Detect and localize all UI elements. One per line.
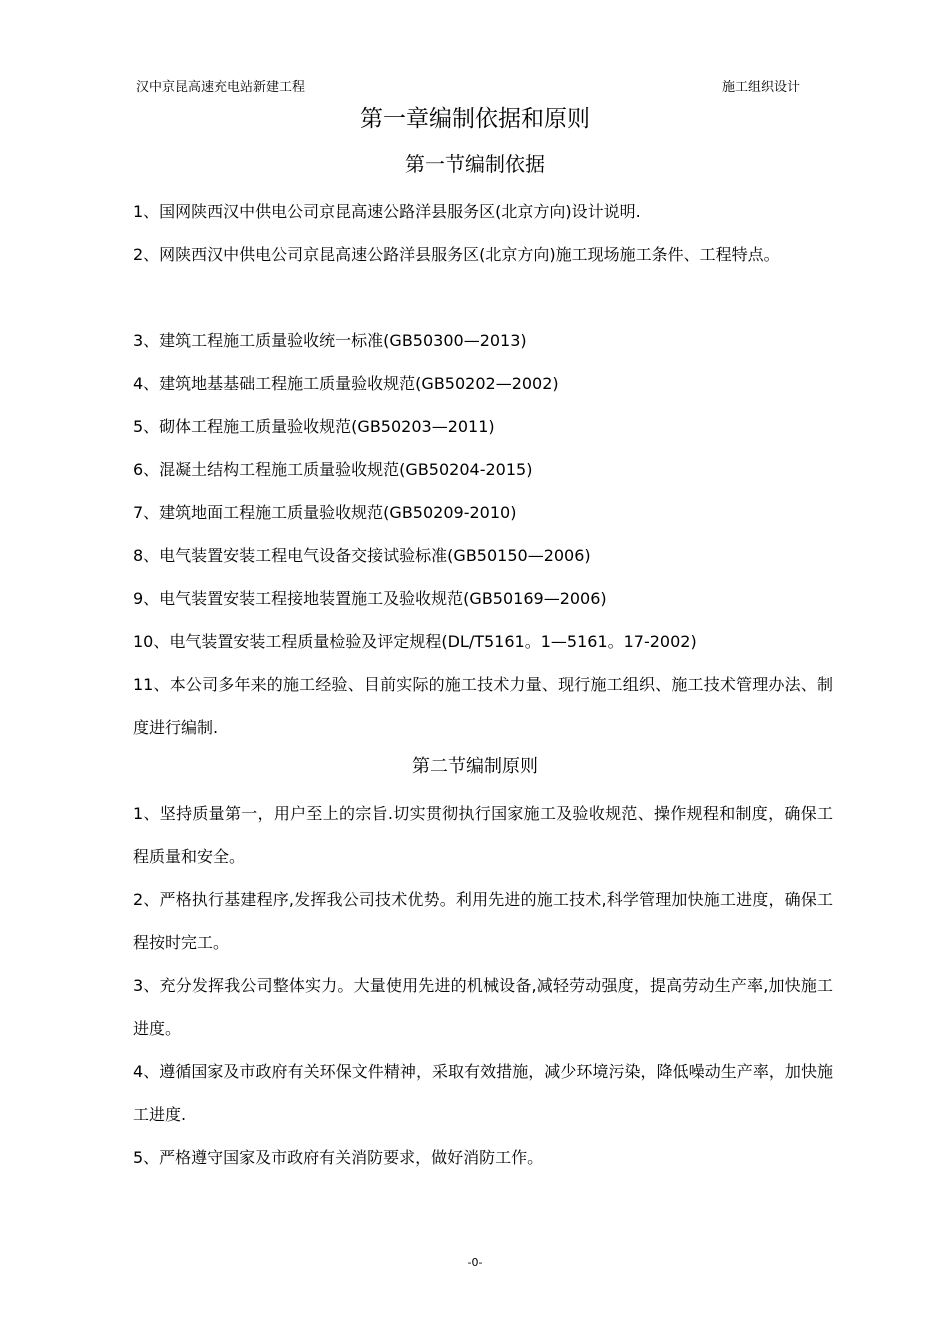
principle-item-4: 4、遵循国家及市政府有关环保文件精神，采取有效措施，减少环境污染，降低噪动生产率，加快施工进度.: [133, 1062, 833, 1124]
basis-item-10: 10、电气装置安装工程质量检验及评定规程(DL/T5161。1—5161。17-2002): [133, 632, 697, 651]
basis-item-8: 8、电气装置安装工程电气设备交接试验标准(GB50150—2006): [133, 546, 591, 565]
chapter-title: 第一章编制依据和原则: [360, 106, 590, 132]
basis-item-5: 5、砌体工程施工质量验收规范(GB50203—2011): [133, 417, 495, 436]
section-title-principles: 第二节编制原则: [412, 756, 538, 777]
page-number: -0-: [467, 1256, 483, 1269]
principle-item-2: 2、严格执行基建程序,发挥我公司技术优势。利用先进的施工技术,科学管理加快施工进度，确保工程按时完工。: [133, 890, 833, 952]
basis-item-4: 4、建筑地基基础工程施工质量验收规范(GB50202—2002): [133, 374, 559, 393]
basis-item-2: 2、网陕西汉中供电公司京昆高速公路洋县服务区(北京方向)施工现场施工条件、工程特点。: [133, 245, 780, 264]
header-project-name: 汉中京昆高速充电站新建工程: [136, 80, 306, 95]
basis-item-6: 6、混凝土结构工程施工质量验收规范(GB50204-2015): [133, 460, 533, 479]
basis-item-3: 3、建筑工程施工质量验收统一标准(GB50300—2013): [133, 331, 527, 350]
principle-item-1: 1、坚持质量第一，用户至上的宗旨.切实贯彻执行国家施工及验收规范、操作规程和制度，确保工程质量和安全。: [133, 804, 833, 866]
basis-item-9: 9、电气装置安装工程接地装置施工及验收规范(GB50169—2006): [133, 589, 607, 608]
principle-item-5: 5、严格遵守国家及市政府有关消防要求，做好消防工作。: [133, 1148, 544, 1167]
basis-item-1: 1、国网陕西汉中供电公司京昆高速公路洋县服务区(北京方向)设计说明.: [133, 202, 641, 221]
header-document-type: 施工组织设计: [721, 80, 800, 95]
basis-item-11: 11、本公司多年来的施工经验、目前实际的施工技术力量、现行施工组织、施工技术管理办法、制度进行编制.: [133, 675, 833, 737]
principle-item-3: 3、充分发挥我公司整体实力。大量使用先进的机械设备,减轻劳动强度，提高劳动生产率,加快施工进度。: [133, 976, 833, 1038]
basis-item-7: 7、建筑地面工程施工质量验收规范(GB50209-2010): [133, 503, 517, 522]
section-title-basis: 第一节编制依据: [405, 152, 545, 176]
